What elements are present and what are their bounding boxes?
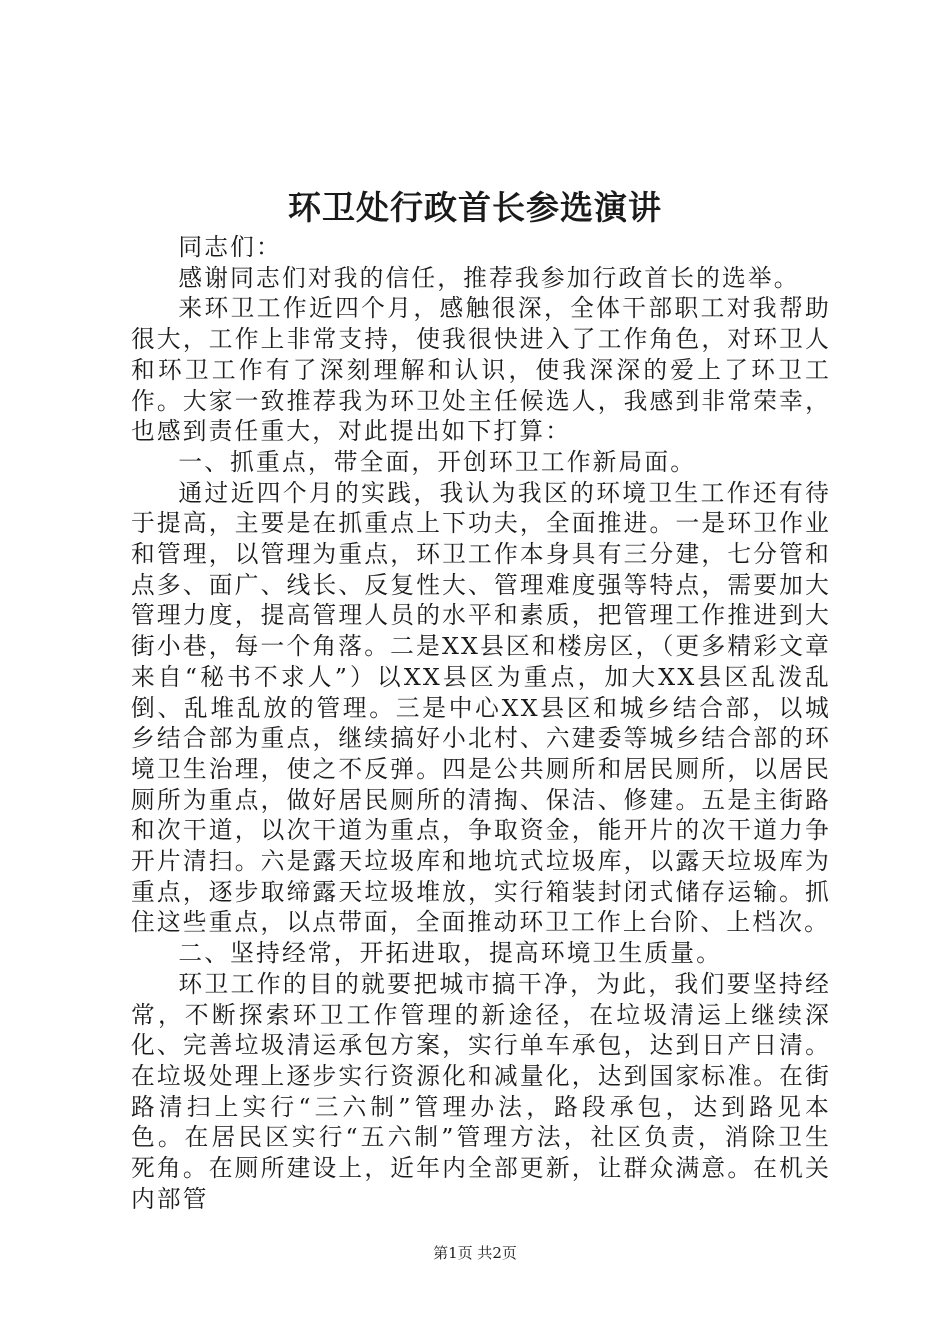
- paragraph-section-1: 通过近四个月的实践，我认为我区的环境卫生工作还有待于提高，主要是在抓重点上下功夫，全面推进。一是环卫作业和管理，以管理为重点，环卫工作本身具有三分建，七分管和点多、面广、线长、反复性大、管理难度强等特点，需要加大管理力度，提高管理人员的水平和素质，把管理工作推进到大街小巷，每一个角落。二是XX县区和楼房区，（更多精彩文章来自“秘书不求人”）以XX县区为重点，加大XX县区乱泼乱倒、乱堆乱放的管理。三是中心XX县区和城乡结合部，以城乡结合部为重点，继续搞好小北村、六建委等城乡结合部的环境卫生治理，使之不反弹。四是公共厕所和居民厕所，以居民厕所为重点，做好居民厕所的清掏、保洁、修建。五是主街路和次干道，以次干道为重点，争取资金，能开片的次干道力争开片清扫。六是露天垃圾库和地坑式垃圾库，以露天垃圾库为重点，逐步取缔露天垃圾堆放，实行箱装封闭式储存运输。抓住这些重点，以点带面，全面推动环卫工作上台阶、上档次。: [131, 478, 831, 937]
- document-title: 环卫处行政首长参选演讲: [288, 188, 662, 227]
- section-heading-2: 二、坚持经常，开拓进取，提高环境卫生质量。: [178, 939, 723, 968]
- document-body: [131, 232, 831, 1215]
- paragraph-intro: 来环卫工作近四个月，感触很深，全体干部职工对我帮助很大，工作上非常支持，使我很快进入了工作角色，对环卫人和环卫工作有了深刻理解和认识，使我深深的爱上了环卫工作。大家一致推荐我为环卫处主任候选人，我感到非常荣幸，也感到责任重大，对此提出如下打算：: [131, 294, 831, 446]
- page-number-footer: 第1页 共2页: [433, 1244, 517, 1262]
- salutation: 同志们：: [178, 233, 282, 261]
- paragraph-section-2: 环卫工作的目的就要把城市搞干净，为此，我们要坚持经常，不断探索环卫工作管理的新途径，在垃圾清运上继续深化、完善垃圾清运承包方案，实行单车承包，达到日产日清。在垃圾处理上逐步实行资源化和减量化，达到国家标准。在街路清扫上实行“三六制”管理办法，路段承包，达到路见本色。在居民区实行“五六制”管理方法，社区负责，消除卫生死角。在厕所建设上，近年内全部更新，让群众满意。在机关内部管: [131, 969, 831, 1213]
- paragraph-thanks: 感谢同志们对我的信任，推荐我参加行政首长的选举。: [178, 263, 800, 292]
- section-heading-1: 一、抓重点，带全面，开创环卫工作新局面。: [178, 447, 697, 476]
